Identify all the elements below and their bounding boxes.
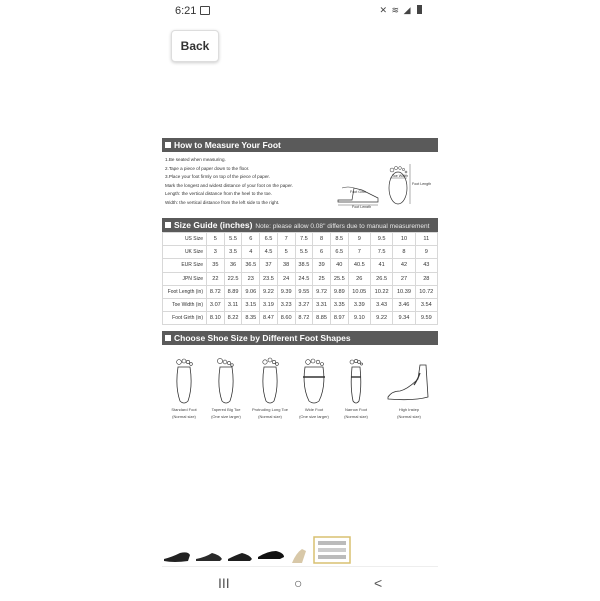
instruction-line: Mark the longest and widest distance of your foot on the paper. — [165, 182, 293, 188]
size-cell: 9.22 — [260, 285, 278, 298]
foot-length-label: Foot Length — [352, 205, 372, 208]
size-guide-note: Note: please allow 0.08'' differs due to manual measurement — [255, 223, 430, 230]
shape-name: Protruding Long Toe — [252, 407, 288, 412]
size-cell: 40 — [330, 259, 348, 272]
size-cell: 11 — [415, 233, 437, 246]
foot-shape-tapered — [206, 357, 246, 419]
size-cell: 8.89 — [224, 285, 242, 298]
shoe-thumbnail[interactable] — [196, 553, 222, 561]
size-cell: 7.5 — [370, 246, 392, 259]
size-cell: 22 — [207, 272, 225, 285]
size-cell: 42 — [393, 259, 415, 272]
size-cell: 3.46 — [393, 298, 415, 311]
status-bar — [162, 0, 438, 22]
size-cell: 8.35 — [242, 312, 260, 325]
size-cell: 3.31 — [313, 298, 331, 311]
size-cell: 8.22 — [224, 312, 242, 325]
android-nav-bar — [162, 566, 438, 601]
size-cell: 3.11 — [224, 298, 242, 311]
size-cell: 10.22 — [370, 285, 392, 298]
size-cell: 10.05 — [348, 285, 370, 298]
size-cell: 23.5 — [260, 272, 278, 285]
foot-shape-wide — [294, 357, 334, 419]
square-bullet-icon — [165, 222, 171, 228]
size-cell: 23 — [242, 272, 260, 285]
size-cell: 39 — [313, 259, 331, 272]
size-cell: 8.60 — [277, 312, 295, 325]
size-cell: 8.72 — [207, 285, 225, 298]
shoe-thumbnail[interactable] — [228, 553, 252, 561]
shape-name: Tapered Big Toe — [211, 407, 241, 412]
size-cell: 8.47 — [260, 312, 278, 325]
nav-back-button[interactable]: < — [374, 575, 383, 591]
shape-note: (Normal size) — [397, 414, 421, 419]
battery-icon — [417, 5, 422, 14]
home-button[interactable]: ○ — [294, 575, 303, 591]
shoe-thumbnail[interactable] — [292, 549, 306, 563]
square-bullet-icon — [165, 142, 171, 148]
measure-instructions — [165, 156, 330, 207]
measure-title: How to Measure Your Foot — [174, 140, 281, 150]
size-row — [163, 285, 438, 298]
size-row — [163, 259, 438, 272]
product-thumbnail-strip[interactable] — [162, 535, 438, 565]
row-label: Foot Length (in) — [163, 285, 207, 298]
row-label: Foot Girth (in) — [163, 312, 207, 325]
back-button[interactable]: Back — [171, 30, 219, 62]
protruding-long-toe-icon — [255, 357, 285, 405]
size-cell: 40.5 — [348, 259, 370, 272]
size-cell: 6 — [313, 246, 331, 259]
size-cell: 9.59 — [415, 312, 437, 325]
size-cell: 36.5 — [242, 259, 260, 272]
high-instep-icon — [384, 357, 434, 405]
shoe-thumbnail[interactable] — [258, 551, 284, 559]
foot-measure-diagram — [332, 158, 438, 208]
size-cell: 27 — [393, 272, 415, 285]
shapes-title: Choose Shoe Size by Different Foot Shapes — [174, 333, 351, 343]
size-cell: 22.5 — [224, 272, 242, 285]
square-bullet-icon — [165, 335, 171, 341]
size-cell: 5.5 — [224, 233, 242, 246]
status-icons — [379, 5, 422, 16]
size-cell: 38 — [277, 259, 295, 272]
shape-note: (Normal size) — [172, 414, 196, 419]
size-cell: 9 — [348, 233, 370, 246]
foot-shape-high-instep — [384, 357, 434, 419]
tapered-big-toe-icon — [211, 357, 241, 405]
foot-shape-protruding — [250, 357, 290, 419]
size-cell: 3.15 — [242, 298, 260, 311]
shape-name: Narrow Foot — [344, 407, 367, 412]
size-guide-header — [162, 218, 438, 232]
size-cell: 36 — [224, 259, 242, 272]
foot-length-side-label: Foot Length — [412, 182, 432, 186]
size-cell: 9 — [415, 246, 437, 259]
size-row — [163, 272, 438, 285]
size-cell: 9.55 — [295, 285, 313, 298]
size-chart-image — [162, 138, 438, 428]
size-cell: 6 — [242, 233, 260, 246]
size-cell: 9.72 — [313, 285, 331, 298]
size-cell: 10.72 — [415, 285, 437, 298]
signal-icon: ◢ — [403, 5, 412, 15]
standard-foot-icon — [169, 357, 199, 405]
size-cell: 25 — [313, 272, 331, 285]
size-cell: 9.39 — [277, 285, 295, 298]
size-cell: 9.10 — [348, 312, 370, 325]
instruction-line: 2.Tape a piece of paper down to the floor. — [165, 165, 250, 171]
size-cell: 8 — [393, 246, 415, 259]
size-cell: 9.22 — [370, 312, 392, 325]
size-cell: 25.5 — [330, 272, 348, 285]
size-cell: 26.5 — [370, 272, 392, 285]
size-cell: 3.27 — [295, 298, 313, 311]
size-cell: 5 — [207, 233, 225, 246]
shape-name: High Instep — [398, 407, 420, 412]
size-cell: 24.5 — [295, 272, 313, 285]
size-cell: 3.5 — [224, 246, 242, 259]
mute-icon: ✕ — [379, 5, 388, 15]
size-cell: 8.97 — [330, 312, 348, 325]
row-label: UK Size — [163, 246, 207, 259]
row-label: Toe Width (in) — [163, 298, 207, 311]
size-cell: 3.35 — [330, 298, 348, 311]
row-label: JPN Size — [163, 272, 207, 285]
shape-note: (One size larger) — [211, 414, 241, 419]
shape-note: (Normal size) — [344, 414, 368, 419]
size-cell: 3.43 — [370, 298, 392, 311]
recent-apps-button[interactable]: III — [218, 575, 230, 591]
size-cell: 9.5 — [370, 233, 392, 246]
size-cell: 3.19 — [260, 298, 278, 311]
size-cell: 7 — [277, 233, 295, 246]
size-cell: 24 — [277, 272, 295, 285]
narrow-foot-icon — [341, 357, 371, 405]
size-cell: 3.54 — [415, 298, 437, 311]
size-cell: 37 — [260, 259, 278, 272]
size-cell: 35 — [207, 259, 225, 272]
size-cell: 43 — [415, 259, 437, 272]
size-cell: 8.10 — [207, 312, 225, 325]
size-row — [163, 298, 438, 311]
size-cell: 5 — [277, 246, 295, 259]
shape-name: Standard Foot — [171, 407, 197, 412]
wide-foot-icon — [299, 357, 329, 405]
wifi-icon: ≋ — [391, 5, 401, 15]
size-cell: 5.5 — [295, 246, 313, 259]
status-time: 6:21 — [175, 5, 197, 17]
size-cell: 7.5 — [295, 233, 313, 246]
size-cell: 8.72 — [295, 312, 313, 325]
shape-name: Wide Foot — [304, 407, 324, 412]
shoe-thumbnail[interactable] — [164, 552, 190, 562]
instruction-line: Width: the vertical distance from the left side to the right. — [165, 199, 280, 205]
instruction-line: 1.Be seated when measuring. — [165, 157, 226, 162]
shape-note: (One size larger) — [299, 414, 329, 419]
image-icon — [200, 6, 210, 15]
row-label: US Size — [163, 233, 207, 246]
size-guide-title: Size Guide (inches) — [174, 220, 253, 230]
foot-shapes — [162, 357, 438, 427]
shape-note: (Normal size) — [258, 414, 282, 419]
size-cell: 3.07 — [207, 298, 225, 311]
measure-header — [162, 138, 438, 152]
instruction-line: Length: the vertical distance from the heel to the toe. — [165, 191, 272, 196]
size-cell: 9.06 — [242, 285, 260, 298]
size-row — [163, 233, 438, 246]
size-cell: 4 — [242, 246, 260, 259]
size-cell: 3.39 — [348, 298, 370, 311]
size-table — [162, 232, 438, 325]
size-cell: 3.23 — [277, 298, 295, 311]
size-cell: 7 — [348, 246, 370, 259]
row-label: EUR Size — [163, 259, 207, 272]
size-cell: 9.34 — [393, 312, 415, 325]
size-cell: 3 — [207, 246, 225, 259]
size-cell: 10 — [393, 233, 415, 246]
size-row — [163, 312, 438, 325]
size-cell: 41 — [370, 259, 392, 272]
size-cell: 6.5 — [330, 246, 348, 259]
size-cell: 9.89 — [330, 285, 348, 298]
size-cell: 6.5 — [260, 233, 278, 246]
foot-shape-narrow — [336, 357, 376, 419]
size-row — [163, 246, 438, 259]
foot-girth-label: Foot Girth — [350, 190, 366, 194]
phone-screen — [162, 0, 438, 600]
size-cell: 8.85 — [313, 312, 331, 325]
instruction-line: 3.Place your foot firmly on top of the piece of paper. — [165, 174, 270, 179]
size-cell: 38.5 — [295, 259, 313, 272]
size-cell: 10.39 — [393, 285, 415, 298]
size-cell: 8 — [313, 233, 331, 246]
size-cell: 26 — [348, 272, 370, 285]
shapes-header — [162, 331, 438, 345]
size-cell: 4.5 — [260, 246, 278, 259]
toe-width-label: Toe Width — [392, 174, 408, 178]
size-cell: 28 — [415, 272, 437, 285]
foot-shape-standard — [164, 357, 204, 419]
size-cell: 8.5 — [330, 233, 348, 246]
